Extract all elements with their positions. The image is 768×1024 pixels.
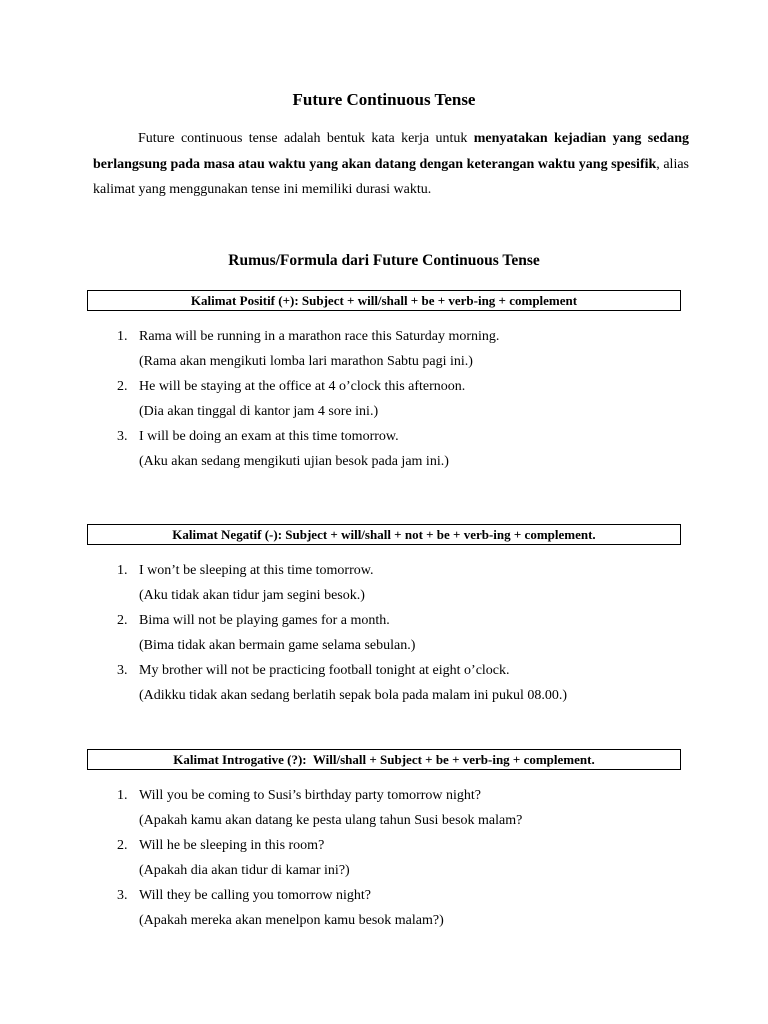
example-translation: (Bima tidak akan bermain game selama sebulan.) (139, 638, 416, 653)
example-translation: (Aku tidak akan tidur jam segini besok.) (139, 588, 365, 603)
list-number: 3. (117, 429, 128, 444)
list-item (107, 558, 707, 608)
list-item (107, 608, 707, 658)
example-sentence: He will be staying at the office at 4 o’clock this afternoon. (139, 379, 466, 394)
example-sentence: My brother will not be practicing football tonight at eight o’clock. (139, 663, 510, 678)
example-list-positive (107, 324, 707, 474)
list-number: 1. (117, 563, 128, 578)
example-translation: (Apakah mereka akan menelpon kamu besok malam?) (139, 913, 444, 928)
example-translation: (Aku akan sedang mengikuti ujian besok pada jam ini.) (139, 454, 449, 469)
list-item (107, 783, 707, 833)
rule-box-interrogative: Kalimat Introgative (?): Will/shall + Subject + be + verb-ing + complement. (87, 749, 681, 770)
example-sentence: Will he be sleeping in this room? (139, 838, 325, 853)
example-translation: (Apakah kamu akan datang ke pesta ulang tahun Susi besok malam? (139, 813, 523, 828)
example-list-negative (107, 558, 707, 708)
example-translation: (Dia akan tinggal di kantor jam 4 sore ini.) (139, 404, 379, 419)
list-number: 3. (117, 888, 128, 903)
rule-box-positive: Kalimat Positif (+): Subject + will/shall + be + verb-ing + complement (87, 290, 681, 311)
rule-box-negative: Kalimat Negatif (-): Subject + will/shall + not + be + verb-ing + complement. (87, 524, 681, 545)
example-sentence: I won’t be sleeping at this time tomorrow. (139, 563, 374, 578)
list-number: 3. (117, 663, 128, 678)
example-sentence: Bima will not be playing games for a month. (139, 613, 390, 628)
list-item (107, 658, 707, 708)
intro-text-bold: menyatakan kejadian yang sedang berlangsung pada masa atau waktu yang akan datang dengan keterangan waktu yang spesifik (93, 131, 689, 172)
example-sentence: Rama will be running in a marathon race this Saturday morning. (139, 329, 500, 344)
page-title: Future Continuous Tense (292, 90, 476, 109)
list-number: 1. (117, 329, 128, 344)
example-translation: (Rama akan mengikuti lomba lari marathon Sabtu pagi ini.) (139, 354, 473, 369)
intro-text-part1: Future continuous tense adalah bentuk kata kerja untuk (138, 131, 474, 146)
example-translation: (Apakah dia akan tidur di kamar ini?) (139, 863, 350, 878)
list-item (107, 374, 707, 424)
intro-text-part2: , alias kalimat yang menggunakan tense ini memiliki durasi waktu. (93, 156, 690, 197)
list-item (107, 833, 707, 883)
list-number: 2. (117, 613, 128, 628)
example-list-interrogative (107, 783, 707, 933)
example-sentence: Will they be calling you tomorrow night? (139, 888, 371, 903)
list-number: 2. (117, 379, 128, 394)
section-subtitle: Rumus/Formula dari Future Continuous Tense (228, 252, 540, 269)
list-item (107, 883, 707, 933)
list-item (107, 424, 707, 474)
intro-paragraph (93, 126, 689, 203)
example-translation: (Adikku tidak akan sedang berlatih sepak bola pada malam ini pukul 08.00.) (139, 688, 568, 703)
example-sentence: Will you be coming to Susi’s birthday party tomorrow night? (139, 788, 482, 803)
list-item (107, 324, 707, 374)
list-number: 2. (117, 838, 128, 853)
example-sentence: I will be doing an exam at this time tomorrow. (139, 429, 399, 444)
list-number: 1. (117, 788, 128, 803)
